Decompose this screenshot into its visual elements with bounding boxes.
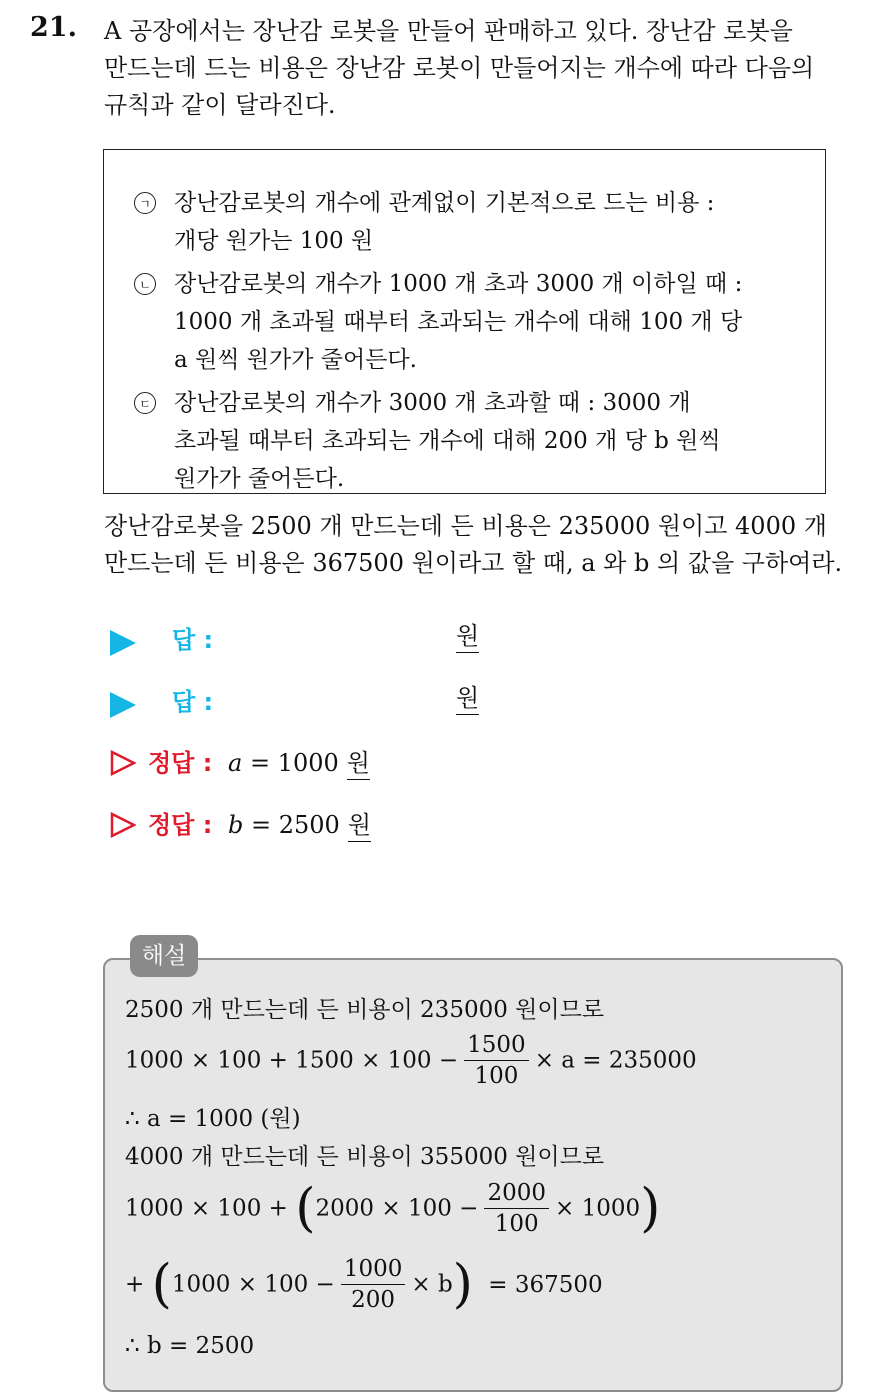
rule-line: 장난감로봇의 개수가 1000 개 초과 3000 개 이하일 때 :	[174, 271, 743, 297]
play-triangle-icon	[110, 692, 136, 718]
condition-text	[104, 508, 864, 582]
rule-item	[134, 265, 814, 379]
answer-label: 답 :	[172, 626, 214, 654]
question-line: 규칙과 같이 달라진다.	[104, 91, 336, 119]
value-expr: = 2500	[243, 811, 340, 839]
eq-text: 2000 × 100 −	[315, 1195, 479, 1222]
outline-triangle-icon	[110, 812, 136, 838]
fraction-numerator: 1500	[464, 1030, 529, 1061]
rule-line: 장난감로봇의 개수가 3000 개 초과할 때 : 3000 개	[174, 390, 691, 416]
solution-equation	[125, 1178, 660, 1239]
answer-unit: 원	[456, 682, 479, 715]
rule-marker: ㄱ	[134, 192, 156, 214]
eq-text: × a = 235000	[534, 1047, 697, 1074]
eq-text: +	[125, 1271, 145, 1298]
outline-triangle-icon	[110, 750, 136, 776]
correct-label: 정답 :	[148, 811, 213, 839]
rules-box	[103, 149, 826, 494]
fraction-denominator: 100	[474, 1063, 519, 1089]
eq-text: 1000 × 100 −	[171, 1271, 335, 1298]
open-paren: (	[151, 1254, 172, 1315]
solution-line: 2500 개 만드는데 든 비용이 235000 원이므로	[125, 997, 605, 1023]
play-triangle-icon	[110, 630, 136, 656]
solution-line: ∴ b = 2500	[125, 1333, 255, 1359]
open-paren: (	[295, 1178, 316, 1239]
solution-line: ∴ a = 1000 (원)	[125, 1106, 301, 1132]
fraction-denominator: 200	[351, 1287, 396, 1313]
value-expr: = 1000	[242, 749, 339, 777]
correct-value	[228, 805, 371, 845]
rule-line: 개당 원가는 100 원	[174, 228, 374, 254]
question-line: 만드는데 드는 비용은 장난감 로봇이 만들어지는 개수에 따라 다음의	[104, 54, 815, 82]
eq-text: 1000 × 100 + 1500 × 100 −	[125, 1047, 459, 1074]
eq-text: × 1000	[555, 1195, 641, 1222]
fraction-numerator: 1000	[341, 1254, 406, 1285]
rule-item	[134, 184, 814, 260]
fraction	[484, 1178, 549, 1239]
rule-marker: ㄷ	[134, 392, 156, 414]
close-paren: )	[452, 1254, 473, 1315]
question-text	[104, 13, 864, 124]
rule-line: 초과될 때부터 초과되는 개수에 대해 200 개 당 b 원씩	[174, 428, 721, 454]
correct-unit: 원	[348, 809, 371, 842]
fraction-denominator: 100	[494, 1211, 539, 1237]
answer-label: 답 :	[172, 688, 214, 716]
solution-line: 4000 개 만드는데 든 비용이 355000 원이므로	[125, 1144, 605, 1170]
correct-unit: 원	[347, 747, 370, 780]
variable: b	[228, 811, 244, 839]
solution-equation	[125, 1254, 603, 1315]
rule-line: 1000 개 초과될 때부터 초과되는 개수에 대해 100 개 당	[174, 309, 743, 335]
rule-item	[134, 384, 814, 498]
eq-text: = 367500	[488, 1271, 603, 1298]
condition-line: 만드는데 든 비용은 367500 원이라고 할 때, a 와 b 의 값을 구하여라.	[104, 549, 843, 577]
rule-marker: ㄴ	[134, 273, 156, 295]
rule-line: 원가가 줄어든다.	[174, 466, 345, 492]
rule-line: 장난감로봇의 개수에 관계없이 기본적으로 드는 비용 :	[174, 190, 715, 216]
rule-line: a 원씩 원가가 줄어든다.	[174, 347, 417, 373]
answer-unit: 원	[456, 620, 479, 653]
variable: a	[228, 749, 243, 777]
condition-line: 장난감로봇을 2500 개 만드는데 든 비용은 235000 원이고 4000 개	[104, 512, 827, 540]
solution-equation	[125, 1030, 697, 1091]
close-paren: )	[640, 1178, 661, 1239]
question-number: 21.	[30, 12, 77, 43]
fraction	[341, 1254, 406, 1315]
eq-text: 1000 × 100 +	[125, 1195, 288, 1222]
eq-text: × b	[411, 1271, 453, 1298]
correct-label: 정답 :	[148, 749, 213, 777]
fraction	[464, 1030, 529, 1091]
question-line: A 공장에서는 장난감 로봇을 만들어 판매하고 있다. 장난감 로봇을	[104, 17, 793, 45]
correct-value	[228, 743, 370, 783]
solution-tag: 해설	[130, 935, 198, 977]
fraction-numerator: 2000	[484, 1178, 549, 1209]
